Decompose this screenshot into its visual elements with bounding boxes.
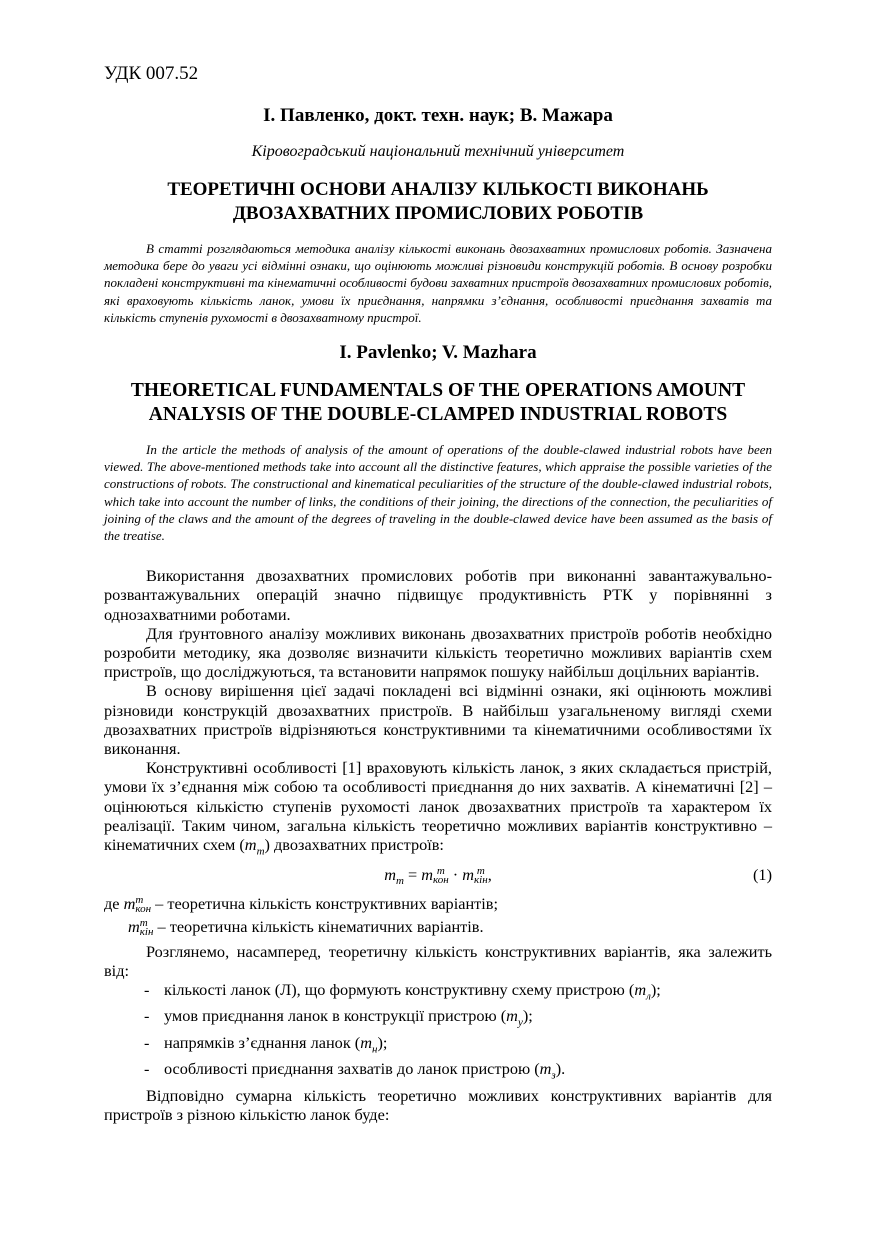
list-item-symbol-sub: л xyxy=(646,990,651,1003)
paragraph-6: Відповідно сумарна кількість теоретично можливих конструктивних варіантів для пристроїв з різною кількістю ланок буде: xyxy=(104,1085,772,1124)
list-item xyxy=(104,1033,772,1059)
abstract-en: In the article the methods of analysis of the amount of operations of the double-clawed industrial robots have been viewed. The above-mentioned methods take into account all the distinctive features, which appraise the possible varieties of the constructions of robots. The constructional and kinematical peculiarities of the structure of the double-clawed industrial robots, which take into account the number of links, the conditions of their joining, the directions of the connection, the peculiarities of joining of the claws and the amount of the degrees of traveling in the double-clawed device have been assumed as the basis of the treatise. xyxy=(104,442,772,544)
list-dash: - xyxy=(144,1059,150,1079)
udk-code: УДК 007.52 xyxy=(104,63,199,84)
formula-term-b-sub: кін xyxy=(474,873,488,886)
list-dash: - xyxy=(144,979,150,999)
definition-kin-sup: m xyxy=(139,916,148,929)
list-item-end: ); xyxy=(650,979,661,999)
list-dash: - xyxy=(144,1006,150,1026)
list-item-end: ). xyxy=(555,1059,566,1079)
definition-kon xyxy=(104,892,772,915)
symbol-m: m xyxy=(244,835,257,855)
paragraph-4 xyxy=(104,758,772,861)
title-ua-line1: ТЕОРЕТИЧНІ ОСНОВИ АНАЛІЗУ КІЛЬКОСТІ ВИКОНАНЬ xyxy=(167,179,709,200)
affiliation-ua: Кіровоградський національний технічний університет xyxy=(251,143,625,160)
definition-kin-text: – теоретична кількість кінематичних варіантів. xyxy=(153,916,484,936)
list-item-symbol: m xyxy=(634,979,647,999)
authors-en: I. Pavlenko; V. Mazhara xyxy=(339,342,537,364)
formula-term-b: m xyxy=(462,864,475,884)
formula-term-a: m xyxy=(421,864,434,884)
definition-kin-sub: кін xyxy=(139,925,154,938)
formula-term-a-sup: m xyxy=(436,864,445,877)
list-item xyxy=(104,1059,772,1085)
formula-lhs: m xyxy=(384,864,396,884)
formula-term-a-sub: кон xyxy=(433,873,449,886)
list-item-symbol: m xyxy=(539,1059,552,1079)
list-item-text: кількості ланок (Л), що формують конструктивну схему пристрою ( xyxy=(164,979,635,999)
title-en-line2: ANALYSIS OF THE DOUBLE-CLAMPED INDUSTRIAL ROBOTS xyxy=(148,404,728,426)
paragraph-1: Використання двозахватних промислових роботів при виконанні завантажувально-розвантажувальних операцій значно підвищує продуктивність РТК у порівнянні з однозахватними роботами. xyxy=(104,566,772,624)
list-dash: - xyxy=(144,1032,150,1052)
list-item-symbol-sub: з xyxy=(551,1069,556,1082)
equation-1 xyxy=(104,862,772,892)
list-item-symbol: m xyxy=(506,1006,518,1026)
formula-term-b-sup: m xyxy=(476,864,485,877)
definition-kin xyxy=(104,915,772,938)
abstract-ua: В статті розглядаються методика аналізу кількості виконань двозахватних промислових роботів. Зазначена методика бере до уваги усі відмінні ознаки, що оцінюють можливі різновиди конструкцій роботів. В основу розробки покладені конструктивні та кінематичні особливості будови захватних пристроїв двозахватних промислових роботів, які враховують кількість ланок, умови їх приєднання, напрямки з’єднання, особливості приєднання захватів та кількість ступенів рухомості в двозахватному пристрої. xyxy=(104,241,772,325)
paragraph-5: Розглянемо, насамперед, теоретичну кількість конструктивних варіантів, яка залежить від: xyxy=(104,941,772,980)
definition-kon-symbol: m xyxy=(123,893,136,913)
list-item-symbol-sub: н xyxy=(371,1043,378,1056)
equation-number: (1) xyxy=(753,864,772,884)
definition-prefix: де xyxy=(104,893,124,913)
title-en-line1: THEORETICAL FUNDAMENTALS OF THE OPERATIONS AMOUNT xyxy=(130,380,746,402)
title-ua-line2: ДВОЗАХВАТНИХ ПРОМИСЛОВИХ РОБОТІВ xyxy=(232,203,644,224)
paragraph-4-text-b: ) двозахватних пристроїв: xyxy=(264,835,444,855)
authors-ua: І. Павленко, докт. техн. наук; В. Мажара xyxy=(263,105,613,126)
paragraph-2: Для ґрунтовного аналізу можливих виконань двозахватних пристроїв роботів необхідно розробити методику, яка дозволяє визначити кількість теоретично можливих варіантів схем пристроїв, що досліджуються, та встановити напрямок пошуку найбільш доцільних варіантів. xyxy=(104,623,772,682)
list-item-text: особливості приєднання захватів до ланок пристрою ( xyxy=(164,1059,540,1079)
formula-lhs-sub: m xyxy=(395,874,404,887)
factor-list xyxy=(104,980,772,1086)
paragraph-3: В основу вирішення цієї задачі покладені всі відмінні ознаки, які оцінюють можливі різновиди конструкцій двозахватних пристроїв. В найбільш узагальненому вигляді схеми двозахватних пристроїв відрізняються конструктивними та кінематичними особливостями їх виконання. xyxy=(104,681,772,759)
definition-kon-text: – теоретична кількість конструктивних варіантів; xyxy=(151,893,499,913)
title-en xyxy=(104,379,772,427)
list-item-text: умов приєднання ланок в конструкції пристрою ( xyxy=(164,1006,507,1026)
paragraph-4-text-a: Конструктивні особливості [1] враховують кількість ланок, з яких складається пристрій, умови їх з’єднання між собою та особливості приєднання до них захватів. А кінематичні [2] – оцінюються кількістю ступенів рухомості ланок двозахватних пристроїв та характером їх реалізації. Таким чином, загальна кількість теоретично можливих варіантів конструктивно – кінематичних схем ( xyxy=(104,758,772,855)
definition-kon-sup: m xyxy=(135,893,144,906)
list-item-end: ); xyxy=(522,1006,533,1026)
formula-equals: = xyxy=(403,864,422,884)
list-item-end: ); xyxy=(377,1032,388,1052)
list-item xyxy=(104,1006,772,1032)
equation-formula xyxy=(104,865,772,887)
formula-comma: , xyxy=(487,864,492,884)
list-item-symbol-sub: у xyxy=(517,1016,523,1029)
body-text xyxy=(104,566,772,1124)
list-item-symbol: m xyxy=(360,1032,372,1052)
definition-kon-sub: кон xyxy=(135,902,152,915)
title-ua xyxy=(104,178,772,226)
list-item xyxy=(104,980,772,1006)
definition-kin-symbol: m xyxy=(128,916,140,936)
symbol-m-subscript: m xyxy=(256,845,265,858)
list-item-text: напрямків з’єднання ланок ( xyxy=(164,1032,361,1052)
formula-dot: · xyxy=(448,864,463,884)
